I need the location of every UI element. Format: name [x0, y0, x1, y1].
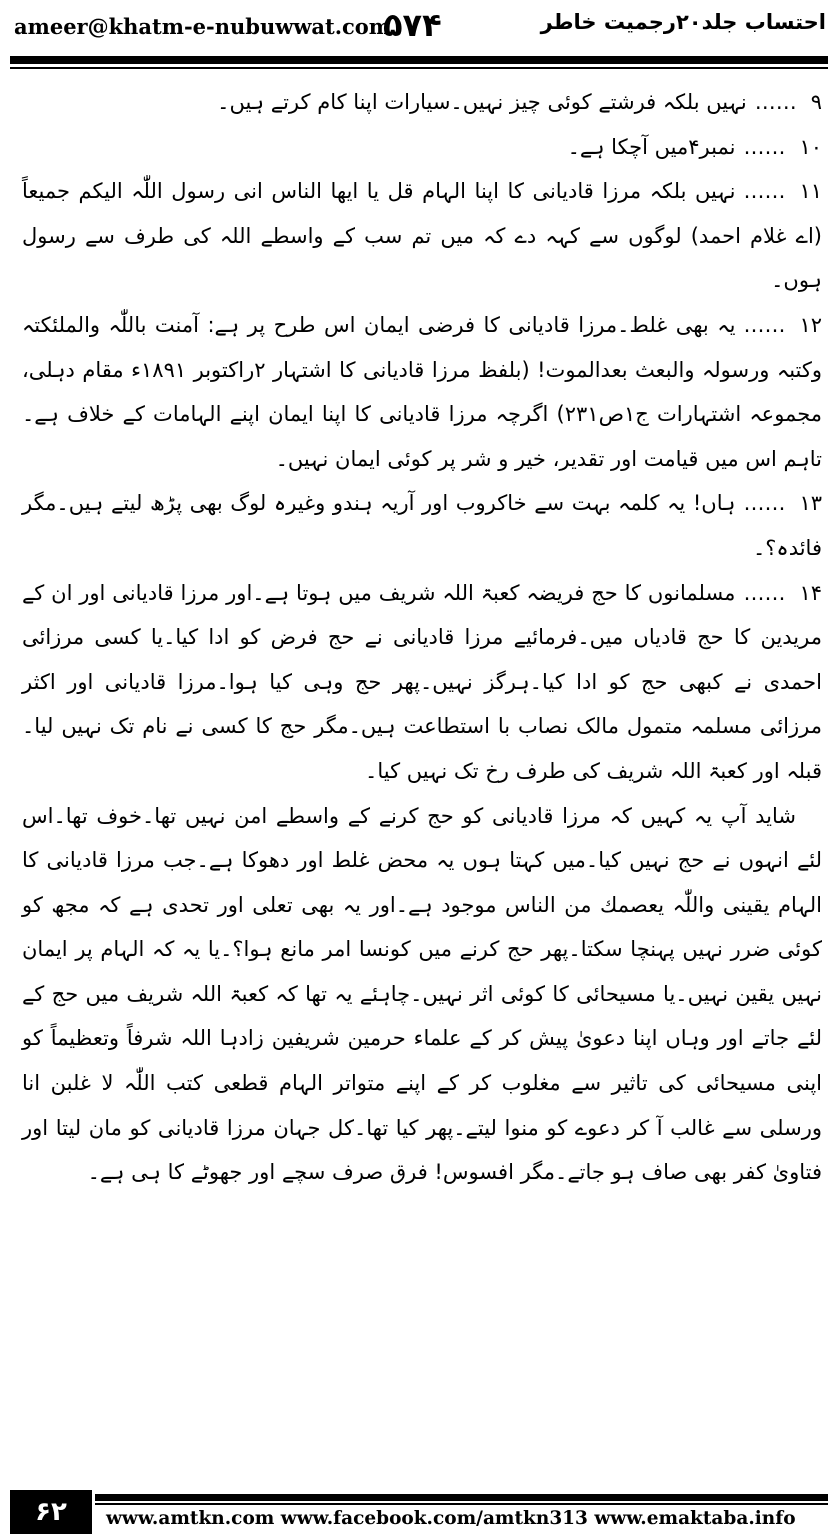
- footer-page-number: ۶۲: [10, 1490, 92, 1534]
- item-dots: ……: [743, 580, 786, 605]
- header-page-number: ۵۷۴: [383, 6, 442, 44]
- item-number: ۱۱: [799, 179, 822, 204]
- item-dots: ……: [743, 179, 786, 204]
- header-rule-thin: [10, 67, 828, 69]
- list-item-10: [22, 125, 822, 170]
- header-rule-thick: [10, 56, 828, 64]
- page-header: [0, 0, 840, 56]
- header-book-title: احتساب جلد۲۰رجمیت خاطر: [540, 10, 826, 34]
- item-number: ۱۳: [799, 491, 822, 516]
- list-item-12: [22, 303, 822, 481]
- page-body: [22, 80, 822, 1480]
- item-text: ہاں! یہ کلمہ بہت سے خاکروب اور آریہ ہندو وغیرہ لوگ بھی پڑھ لیتے ہیں۔مگر فائدہ؟۔: [22, 491, 822, 560]
- footer-links: www.amtkn.com www.facebook.com/amtkn313 www.emaktaba.info: [106, 1508, 796, 1529]
- footer-rule-thin: [95, 1503, 828, 1505]
- item-number: ۱۲: [799, 312, 822, 337]
- item-number: ۱۴: [799, 580, 822, 605]
- list-item-13: [22, 481, 822, 570]
- list-item-11: [22, 169, 822, 303]
- header-email: ameer@khatm-e-nubuwwat.com: [14, 14, 392, 39]
- list-item-14: [22, 571, 822, 794]
- item-dots: ……: [743, 491, 786, 516]
- list-item-9: [22, 80, 822, 125]
- footer-rule-thick: [95, 1494, 828, 1501]
- item-text: مسلمانوں کا حج فریضہ کعبۃ اللہ شریف میں ہوتا ہے۔اور مرزا قادیانی اور ان کے مریدین کا حج قادیاں میں۔فرمائیے مرزا قادیانی نے حج فرض کو ادا کیا۔یا کسی مرزائی احمدی نے کبھی حج کو ادا کیا۔ہرگز نہیں۔پھر حج وہی کیا ہوا۔مرزا قادیانی اور اکثر مرزائی مسلمہ متمول مالک نصاب با استطاعت ہیں۔مگر حج کا کسی نے نام تک نہیں لیا۔قبلہ اور کعبۃ اللہ شریف کی طرف رخ تک نہیں کیا۔: [22, 580, 822, 783]
- item-text: نمبر۴میں آچکا ہے۔: [567, 134, 736, 159]
- closing-paragraph: شاید آپ یہ کہیں کہ مرزا قادیانی کو حج کرنے کے واسطے امن نہیں تھا۔خوف تھا۔اس لئے انہوں نے حج نہیں کیا۔میں کہتا ہوں یہ محض غلط اور دھوکا ہے۔جب مرزا قادیانی کا الہام یقینی واللّٰہ یعصمك من الناس موجود ہے۔اور یہ بھی تعلی اور تحدی ہے کہ مجھ کو کوئی ضرر نہیں پہنچا سکتا۔پھر حج کرنے میں کونسا امر مانع ہوا؟۔یا یہ کہ الہام پر ایمان نہیں یقین نہیں۔یا مسیحائی کا کوئی اثر نہیں۔چاہئے یہ تھا کہ کعبۃ اللہ شریف میں حج کے لئے جاتے اور وہاں اپنا دعویٰ پیش کر کے علماء حرمین شریفین زادہا اللہ شرفاً وتعظیماً کو اپنی مسیحائی کی تاثیر سے مغلوب کر کے اپنے متواتر الہام قطعی کتب اللّٰہ لا غلبن انا ورسلی سے غالب آ کر دعوے کو منوا لیتے۔پھر کیا تھا۔کل جہان مرزا قادیانی کو مان لیتا اور فتاویٰ کفر بھی صاف ہو جاتے۔مگر افسوس! فرق صرف سچے اور جھوٹے کا ہی ہے۔: [22, 803, 822, 1185]
- item-number: ۹: [810, 90, 822, 114]
- item-number: ۱۰: [799, 134, 822, 159]
- item-text: نہیں بلکہ مرزا قادیانی کا اپنا الہام قل یا ایھا الناس انی رسول اللّٰہ الیکم جمیعاً (اے غلام احمد) لوگوں سے کہہ دے کہ میں تم سب کے واسطے اللہ کی طرف سے رسول ہوں۔: [22, 179, 822, 293]
- item-text: یہ بھی غلط۔مرزا قادیانی کا فرضی ایمان اس طرح پر ہے: آمنت باللّٰہ والملئکتہ وکتبہ ورسولہ والبعث بعدالموت! (بلفظ مرزا قادیانی کا اشتہار ۲راکتوبر ۱۸۹۱ء مقام دہلی، مجموعہ اشتہارات ج۱ص۲۳۱) اگرچہ مرزا قادیانی کا اپنا ایمان اپنے الہامات کے خلاف ہے۔تاہم اس میں قیامت اور تقدیر، خیر و شر پر کوئی ایمان نہیں۔: [22, 312, 823, 471]
- item-dots: ……: [754, 90, 797, 114]
- item-text: نہیں بلکہ فرشتے کوئی چیز نہیں۔سیارات اپنا کام کرتے ہیں۔: [217, 90, 747, 114]
- item-dots: ……: [743, 312, 786, 337]
- item-dots: ……: [743, 134, 786, 159]
- page-footer: [0, 1484, 840, 1540]
